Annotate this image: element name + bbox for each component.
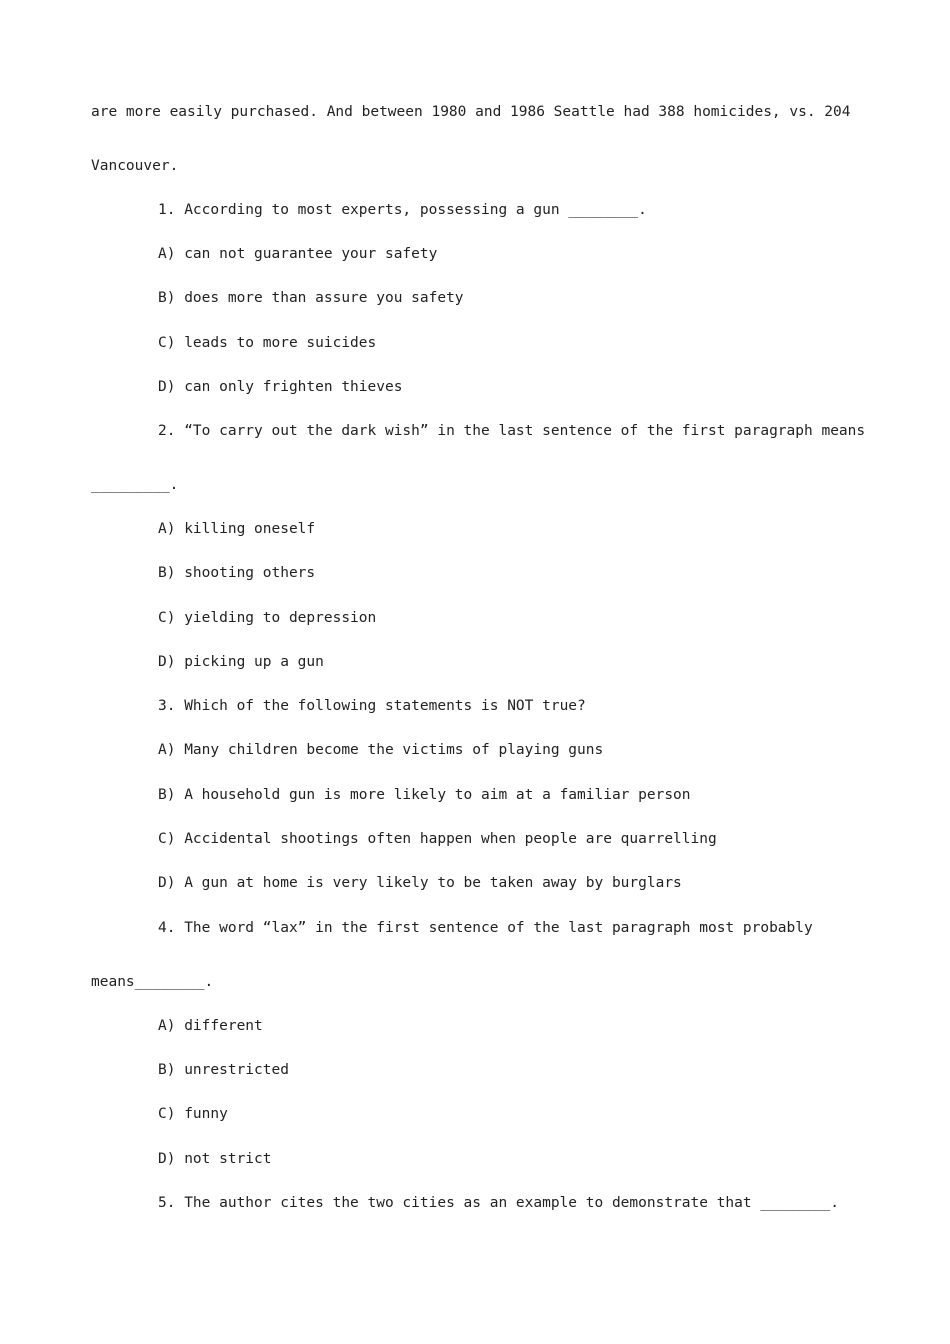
question-4-option-b: B) unrestricted [158,1062,289,1078]
question-3-option-d: D) A gun at home is very likely to be taken away by burglars [158,875,682,891]
question-1-option-a: A) can not guarantee your safety [158,246,438,262]
question-3-option-a: A) Many children become the victims of playing guns [158,742,604,758]
question-4-option-d: D) not strict [158,1151,272,1167]
question-4-stem-continued: means________. [91,974,214,990]
question-2-option-d: D) picking up a gun [158,654,324,670]
passage-line: are more easily purchased. And between 1980 and 1986 Seattle had 388 homicides, vs. 204 [91,104,851,120]
question-4-option-c: C) funny [158,1106,228,1122]
question-2-option-c: C) yielding to depression [158,610,377,626]
question-1-option-b: B) does more than assure you safety [158,290,464,306]
question-3-option-c: C) Accidental shootings often happen when people are quarrelling [158,831,717,847]
question-1-option-c: C) leads to more suicides [158,335,377,351]
question-3-stem: 3. Which of the following statements is NOT true? [158,698,586,714]
question-3-option-b: B) A household gun is more likely to aim at a familiar person [158,787,691,803]
question-1-option-d: D) can only frighten thieves [158,379,403,395]
question-2-stem-continued: _________. [91,477,179,493]
passage-line: Vancouver. [91,158,179,174]
question-4-option-a: A) different [158,1018,263,1034]
question-4-stem: 4. The word “lax” in the first sentence of the last paragraph most probably [158,920,813,936]
question-2-option-b: B) shooting others [158,565,316,581]
question-5-stem: 5. The author cites the two cities as an example to demonstrate that ________. [158,1195,839,1211]
question-1-stem: 1. According to most experts, possessing a gun ________. [158,202,647,218]
question-2-option-a: A) killing oneself [158,521,316,537]
question-2-stem: 2. “To carry out the dark wish” in the last sentence of the first paragraph means [158,423,866,439]
